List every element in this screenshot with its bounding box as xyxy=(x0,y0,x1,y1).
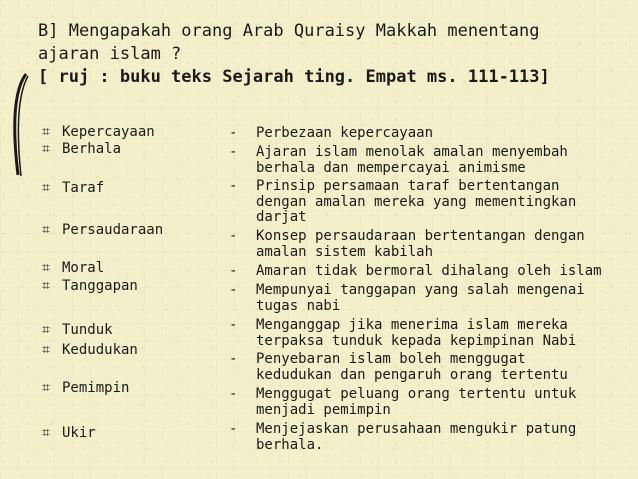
keyword-label: Taraf xyxy=(62,180,105,196)
hash-bullet-icon: ⌗ xyxy=(42,278,50,294)
dash-marker: - xyxy=(229,263,238,279)
dash-marker: - xyxy=(229,144,238,160)
hash-bullet-icon: ⌗ xyxy=(42,342,50,358)
keyword-label: Tanggapan xyxy=(62,278,138,294)
description-text: Menganggap jika menerima islam mereka terpaksa tunduk kepada kepimpinan Nabi xyxy=(256,317,577,349)
left-bracket-decoration xyxy=(4,70,34,180)
hash-bullet-icon: ⌗ xyxy=(42,141,50,157)
keyword-item xyxy=(42,425,96,441)
description-text: Penyebaran islam boleh menggugat kedudukan dan pengaruh orang tertentu xyxy=(256,351,568,383)
hash-bullet-icon: ⌗ xyxy=(42,322,50,338)
keyword-item xyxy=(42,141,121,157)
title-line-1: B] Mengapakah orang Arab Quraisy Makkah menentang xyxy=(38,21,540,41)
keyword-item xyxy=(42,260,104,276)
keyword-label: Kedudukan xyxy=(62,342,138,358)
keyword-item xyxy=(42,380,129,396)
keyword-item xyxy=(42,322,113,338)
description-text: Perbezaan kepercayaan xyxy=(256,125,434,141)
dash-marker: - xyxy=(229,125,238,141)
keyword-item xyxy=(42,278,138,294)
keyword-label: Kepercayaan xyxy=(62,124,155,140)
description-text: Konsep persaudaraan bertentangan dengan amalan sistem kabilah xyxy=(256,228,585,260)
hash-bullet-icon: ⌗ xyxy=(42,425,50,441)
hash-bullet-icon: ⌗ xyxy=(42,260,50,276)
title-line-2: ajaran islam ? xyxy=(38,44,182,64)
keyword-label: Persaudaraan xyxy=(62,222,164,238)
description-text: Menjejaskan perusahaan mengukir patung berhala. xyxy=(256,421,577,453)
hash-bullet-icon: ⌗ xyxy=(42,180,50,196)
dash-marker: - xyxy=(229,178,238,194)
keyword-item xyxy=(42,342,138,358)
dash-marker: - xyxy=(229,351,238,367)
description-text: Prinsip persamaan taraf bertentangan dengan amalan mereka yang mementingkan darjat xyxy=(256,178,577,225)
description-text: Amaran tidak bermoral dihalang oleh islam xyxy=(256,263,602,279)
keyword-label: Ukir xyxy=(62,425,96,441)
keyword-label: Pemimpin xyxy=(62,380,130,396)
dash-marker: - xyxy=(229,386,238,402)
keyword-label: Berhala xyxy=(62,141,122,157)
hash-bullet-icon: ⌗ xyxy=(42,222,50,238)
keyword-item xyxy=(42,180,104,196)
description-text: Menggugat peluang orang tertentu untuk menjadi pemimpin xyxy=(256,386,577,418)
dash-marker: - xyxy=(229,421,238,437)
keyword-label: Tunduk xyxy=(62,322,113,338)
keyword-item xyxy=(42,124,155,140)
dash-marker: - xyxy=(229,317,238,333)
keyword-label: Moral xyxy=(62,260,105,276)
hash-bullet-icon: ⌗ xyxy=(42,124,50,140)
title-reference-line: [ ruj : buku teks Sejarah ting. Empat ms. 111-113] xyxy=(38,67,550,87)
dash-marker: - xyxy=(229,228,238,244)
description-text: Mempunyai tanggapan yang salah mengenai tugas nabi xyxy=(256,282,585,314)
description-text: Ajaran islam menolak amalan menyembah berhala dan mempercayai animisme xyxy=(256,144,568,176)
keyword-item xyxy=(42,222,163,238)
hash-bullet-icon: ⌗ xyxy=(42,380,50,396)
dash-marker: - xyxy=(229,282,238,298)
slide-title xyxy=(38,20,628,89)
